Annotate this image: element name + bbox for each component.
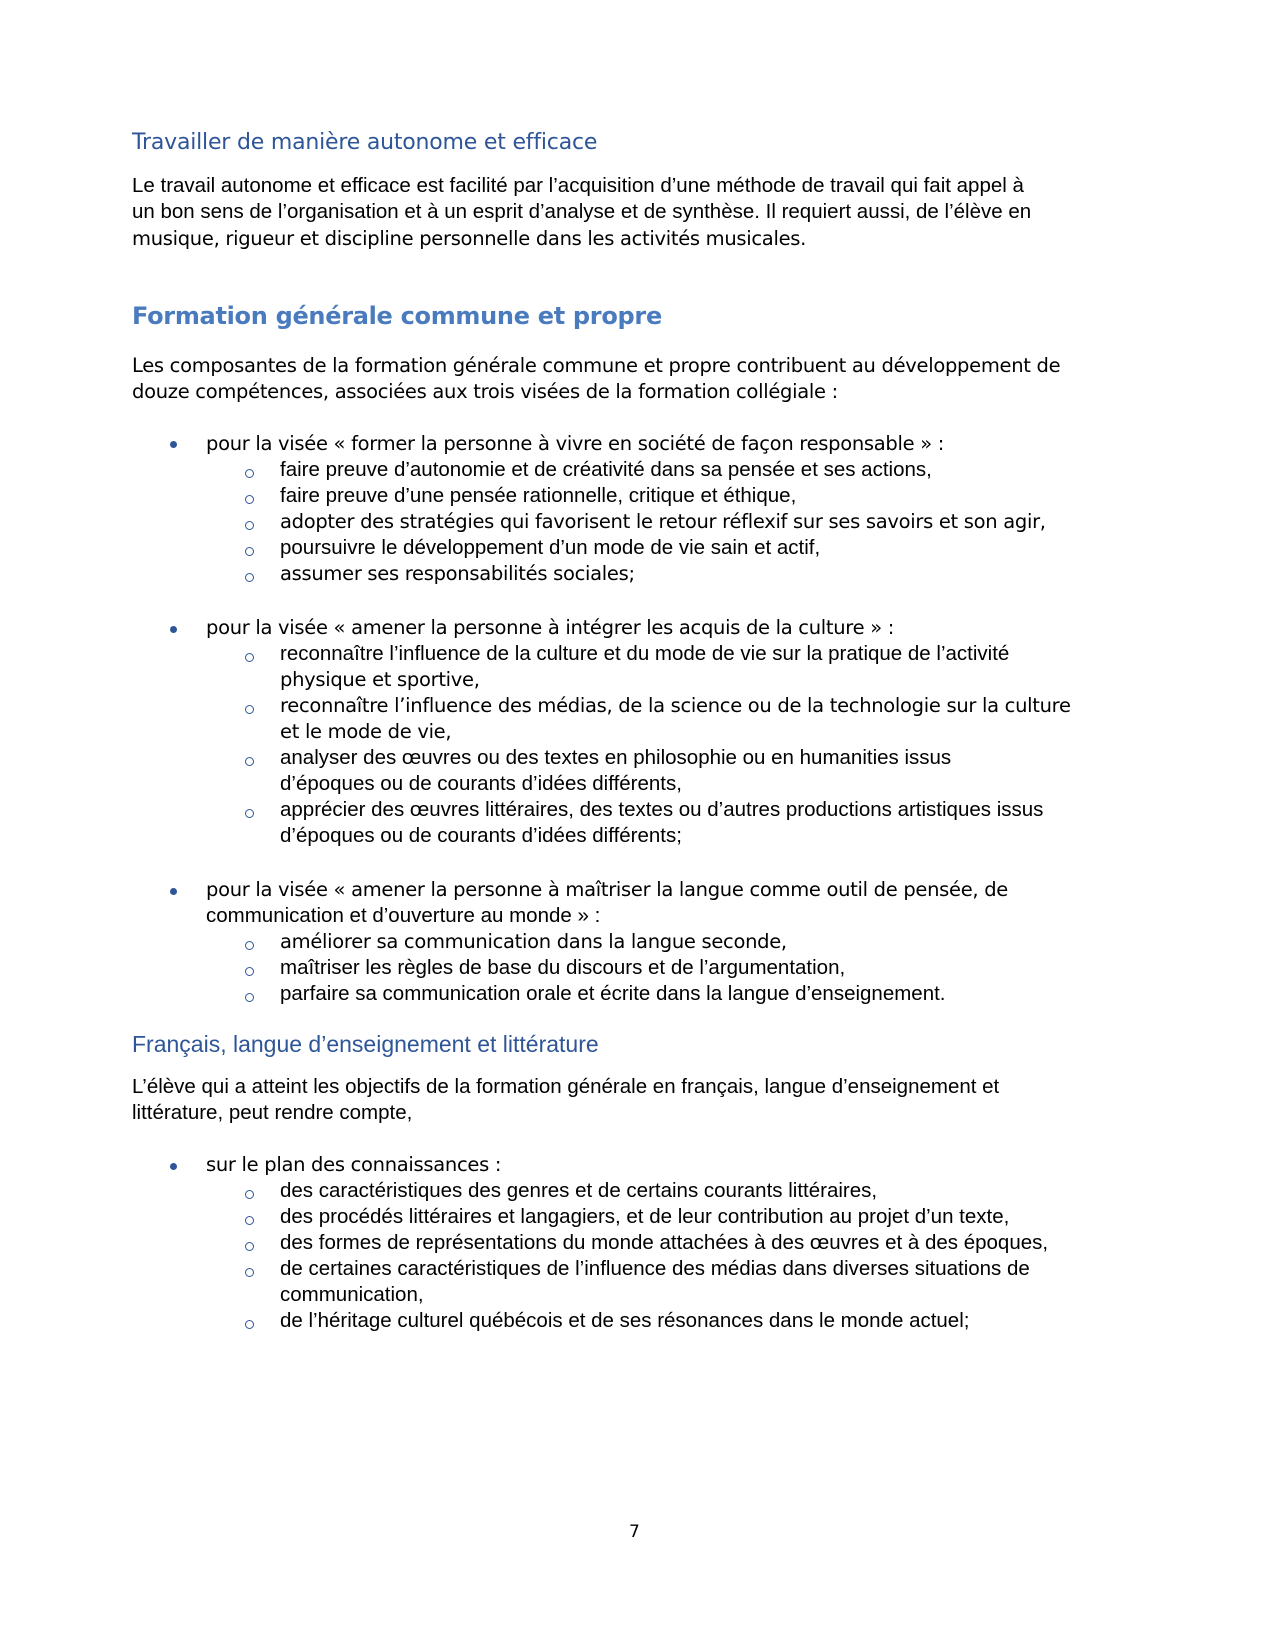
circle-bullet-icon — [245, 653, 254, 662]
paragraph-line: littérature, peut rendre compte, — [132, 1101, 413, 1124]
list-item-continuation: d’époques ou de courants d’idées différents; — [280, 824, 682, 847]
circle-bullet-icon — [245, 1216, 254, 1225]
list-item-label: sur le plan des connaissances : — [206, 1153, 502, 1176]
list-item-label-continuation: communication et d’ouverture au monde » : — [206, 904, 601, 927]
bullet-icon — [170, 626, 177, 633]
paragraph-line: musique, rigueur et discipline personnelle dans les activités musicales. — [132, 227, 807, 250]
paragraph-line: un bon sens de l’organisation et à un esprit d’analyse et de synthèse. Il requiert aussi, de l’élève en — [132, 200, 1032, 223]
list-item: reconnaître l’influence de la culture et du mode de vie sur la pratique de l’activité — [280, 642, 1010, 665]
paragraph-line: Les composantes de la formation générale commune et propre contribuent au développement de — [132, 354, 1061, 377]
list-item: de certaines caractéristiques de l’influence des médias dans diverses situations de — [280, 1257, 1030, 1280]
circle-bullet-icon — [245, 547, 254, 556]
circle-bullet-icon — [245, 967, 254, 976]
list-item-continuation: d’époques ou de courants d’idées différents, — [280, 772, 682, 795]
bullet-icon — [170, 1163, 177, 1170]
list-item-continuation: et le mode de vie, — [280, 720, 452, 743]
list-item: reconnaître l’influence des médias, de la science ou de la technologie sur la culture — [280, 694, 1071, 717]
list-item: des procédés littéraires et langagiers, et de leur contribution au projet d’un texte, — [280, 1205, 1010, 1228]
section-heading-travailler: Travailler de manière autonome et efficace — [132, 130, 598, 155]
circle-bullet-icon — [245, 1242, 254, 1251]
bullet-icon — [170, 888, 177, 895]
circle-bullet-icon — [245, 705, 254, 714]
circle-bullet-icon — [245, 1320, 254, 1329]
circle-bullet-icon — [245, 757, 254, 766]
list-item: améliorer sa communication dans la langue seconde, — [280, 930, 787, 953]
list-item: analyser des œuvres ou des textes en philosophie ou en humanities issus — [280, 746, 952, 769]
list-item-continuation: communication, — [280, 1283, 424, 1306]
paragraph-line: Le travail autonome et efficace est facilité par l’acquisition d’une méthode de travail qui fait appel à — [132, 174, 1024, 197]
circle-bullet-icon — [245, 1268, 254, 1277]
list-item: adopter des stratégies qui favorisent le retour réflexif sur ses savoirs et son agir, — [280, 510, 1046, 533]
section-heading-francais: Français, langue d’enseignement et littérature — [132, 1031, 599, 1057]
circle-bullet-icon — [245, 469, 254, 478]
list-item: des formes de représentations du monde attachées à des œuvres et à des époques, — [280, 1231, 1049, 1254]
circle-bullet-icon — [245, 521, 254, 530]
section-heading-formation-generale: Formation générale commune et propre — [132, 302, 662, 330]
list-item: assumer ses responsabilités sociales; — [280, 562, 635, 585]
circle-bullet-icon — [245, 993, 254, 1002]
circle-bullet-icon — [245, 941, 254, 950]
circle-bullet-icon — [245, 1190, 254, 1199]
list-item: faire preuve d’autonomie et de créativité dans sa pensée et ses actions, — [280, 458, 932, 481]
paragraph-line: L’élève qui a atteint les objectifs de la formation générale en français, langue d’enseignement et — [132, 1075, 1000, 1098]
page-number: 7 — [629, 1522, 640, 1542]
list-item: des caractéristiques des genres et de certains courants littéraires, — [280, 1179, 878, 1202]
list-item-label: pour la visée « amener la personne à maîtriser la langue comme outil de pensée, de — [206, 878, 1008, 901]
bullet-icon — [170, 441, 177, 448]
list-item-label: pour la visée « former la personne à vivre en société de façon responsable » : — [206, 432, 944, 455]
list-item: poursuivre le développement d’un mode de vie sain et actif, — [280, 536, 821, 559]
list-item: faire preuve d’une pensée rationnelle, critique et éthique, — [280, 484, 797, 507]
paragraph-line: douze compétences, associées aux trois visées de la formation collégiale : — [132, 380, 838, 403]
list-item: parfaire sa communication orale et écrite dans la langue d’enseignement. — [280, 982, 946, 1005]
list-item-label: pour la visée « amener la personne à intégrer les acquis de la culture » : — [206, 616, 894, 639]
list-item: apprécier des œuvres littéraires, des textes ou d’autres productions artistiques issus — [280, 798, 1044, 821]
list-item-continuation: physique et sportive, — [280, 668, 480, 691]
list-item: de l’héritage culturel québécois et de ses résonances dans le monde actuel; — [280, 1309, 970, 1332]
list-item: maîtriser les règles de base du discours et de l’argumentation, — [280, 956, 846, 979]
circle-bullet-icon — [245, 573, 254, 582]
circle-bullet-icon — [245, 809, 254, 818]
circle-bullet-icon — [245, 495, 254, 504]
